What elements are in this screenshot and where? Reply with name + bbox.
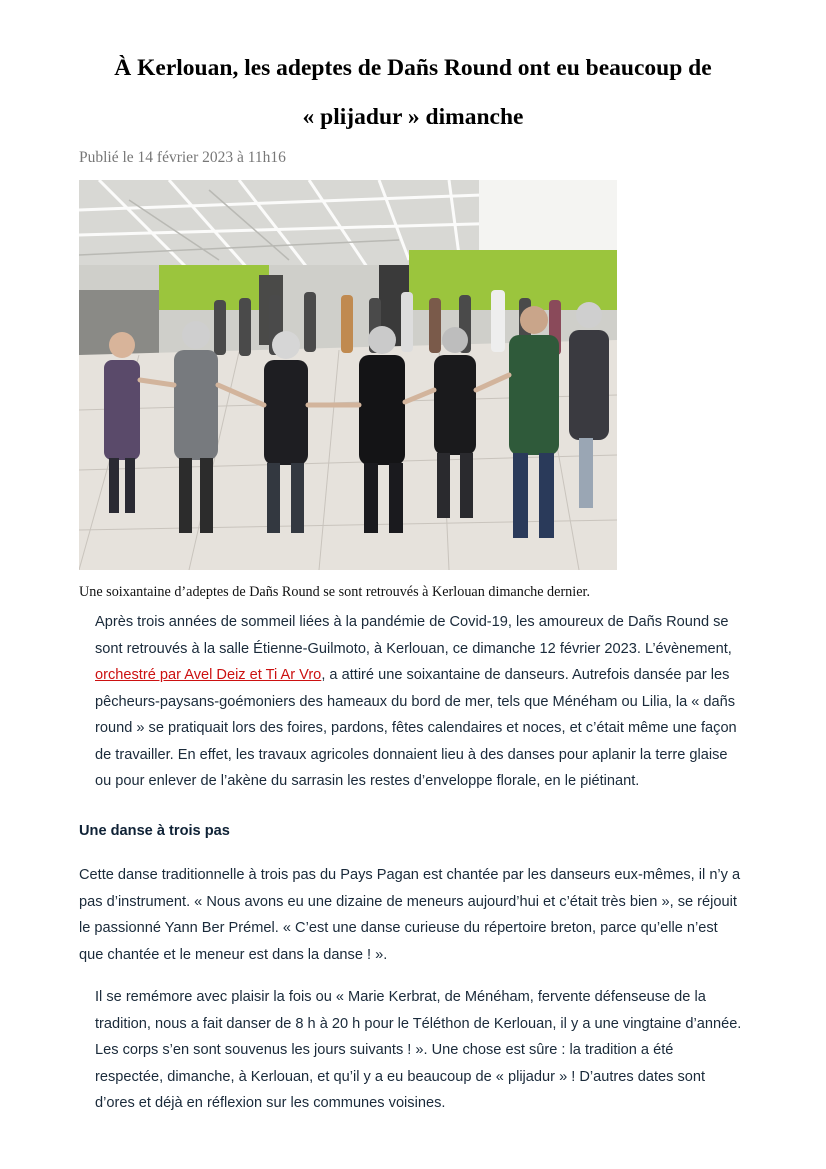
article-photo xyxy=(79,180,617,570)
paragraph-memory: Il se remémore avec plaisir la fois ou « Marie Kerbrat, de Ménéham, fervente défenseuse de la tradition, nous a fait danser de 8 h à 20 h pour le Téléthon de Kerlouan, il y a une vingtaine d’année. Les corps s’en sont souvenus les jours suivants ! ». Une chose est sûre : la tradition a été respectée, dimanche, à Kerlouan, et qu’il y a eu beaucoup de « plijadur » ! D’autres dates sont d’ores et déjà en réflexion sur les communes voisines. xyxy=(95,989,742,1111)
paragraph-dance: Cette danse traditionnelle à trois pas du Pays Pagan est chantée par les danseurs eux-mêmes, il n’y a pas d’instrument. « Nous avons eu une dizaine de meneurs aujourd’hui et c’était très bien », se réjouit le passionné Yann Ber Prémel. « C’est une danse curieuse du répertoire breton, parce qu’elle n’est que chantée et le meneur est dans la danse ! ». xyxy=(79,867,741,963)
section-subheading: Une danse à trois pas xyxy=(79,823,230,839)
photo-illustration xyxy=(79,180,617,570)
organizers-link[interactable]: orchestré par Avel Deiz et Ti Ar Vro xyxy=(95,667,322,683)
article-title-line-1: À Kerlouan, les adeptes de Dañs Round ont eu beaucoup de xyxy=(114,55,712,81)
article-title-line-2: « plijadur » dimanche xyxy=(302,104,524,130)
paragraph-intro-text-end: , a attiré une soixantaine de danseurs. Autrefois dansée par les pêcheurs-paysans-goémoniers des hameaux du bord de mer, tels que Ménéham ou Lilia, la « dañs round » se pratiquait lors des foires, pardons, fêtes calendaires et noces, et c’était même une façon de travailler. En effet, les travaux agricoles donnaient lieu à des danses pour aplanir la terre glaise ou pour enlever de l’akène du sarrasin les restes d’enveloppe florale, en le piétinant. xyxy=(95,667,737,789)
article-title xyxy=(79,44,747,142)
photo-caption: Une soixantaine d’adeptes de Dañs Round se sont retrouvés à Kerlouan dimanche dernier. xyxy=(79,584,590,600)
paragraph-intro-text-start: Après trois années de sommeil liées à la pandémie de Covid-19, les amoureux de Dañs Round se sont retrouvés à la salle Étienne-Guilmoto, à Kerlouan, ce dimanche 12 février 2023. L’évènement, xyxy=(95,614,732,657)
paragraph-intro xyxy=(95,609,745,795)
publication-date: Publié le 14 février 2023 à 11h16 xyxy=(79,149,286,166)
